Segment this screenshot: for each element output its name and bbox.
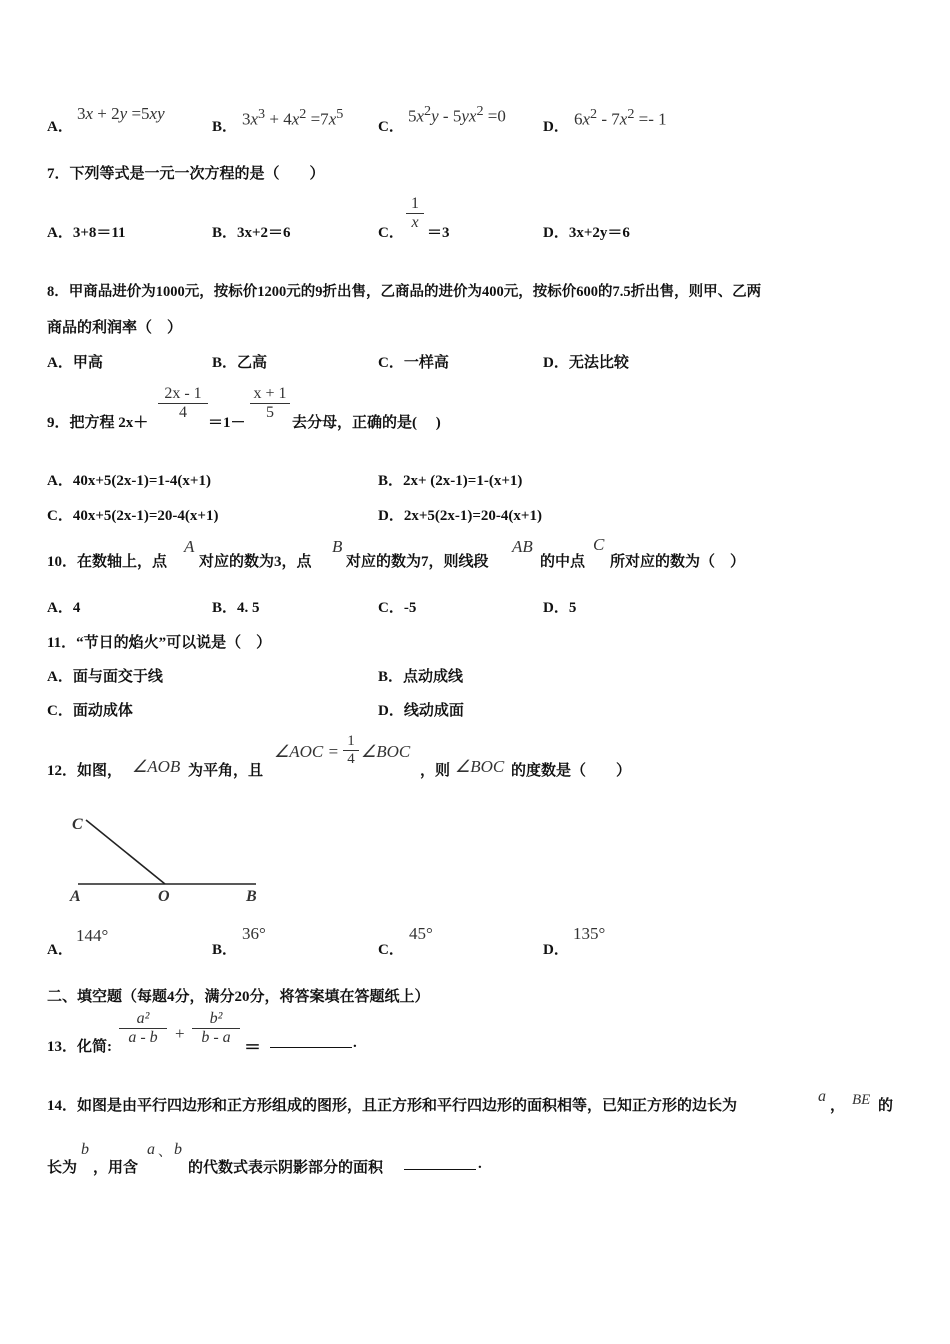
q12-option-b-value: 36° xyxy=(242,924,266,943)
q11-stem: 11．“节日的焰火”可以说是（ ） xyxy=(47,635,272,651)
q9-f1-numerator: 2x - 1 xyxy=(158,385,208,404)
q6-option-d-letter: D． xyxy=(543,119,569,135)
q12-text-1: 12．如图， xyxy=(47,763,123,779)
q14-var-a-2: a xyxy=(147,1141,155,1158)
q13-end: . xyxy=(353,1035,357,1051)
q6-option-c-expr: $5x^2y - 5yx^2 =0$ xyxy=(408,103,506,126)
q13-answer-blank[interactable] xyxy=(270,1033,352,1053)
label-c: C xyxy=(72,816,83,833)
q9-fraction-1 xyxy=(158,385,208,422)
q13-f1-numerator: a² xyxy=(119,1010,167,1029)
q12-angle-figure xyxy=(60,805,280,915)
q10-segment-ab: AB xyxy=(512,537,533,556)
q10-option-c: C．-5 xyxy=(378,600,417,616)
q7-option-c: C． xyxy=(378,225,404,241)
q6-option-a-expr: 3x + 2y =5xy xyxy=(77,104,165,123)
q8-option-c: C．一样高 xyxy=(378,355,449,371)
q10-text-3: 对应的数为7，则线段 xyxy=(346,554,489,570)
q10-option-d: D．5 xyxy=(543,600,577,616)
q12-text-3: ，则 xyxy=(420,763,451,779)
q9-f1-denominator: 4 xyxy=(179,404,187,421)
q7-c-denominator: x xyxy=(411,214,419,231)
q13-f2-numerator: b² xyxy=(192,1010,240,1029)
q7-option-d: D．3x+2y＝6 xyxy=(543,225,630,241)
q12-frac-denominator: 4 xyxy=(347,751,355,767)
q13-f1-denominator: a - b xyxy=(128,1029,158,1046)
q14-comma: ， xyxy=(830,1098,846,1114)
q12-option-a-letter: A． xyxy=(47,942,73,958)
q9-option-b: B．2x+ (2x-1)=1-(x+1) xyxy=(378,473,523,489)
label-b: B xyxy=(246,888,257,905)
q10-text-4: 的中点 xyxy=(540,554,586,570)
q7-option-c-rest: ＝3 xyxy=(427,225,450,241)
q10-point-b: B xyxy=(332,537,343,556)
q11-option-b: B．点动成线 xyxy=(378,669,464,685)
q13-plus: + xyxy=(175,1024,185,1043)
q6-option-a-letter: A． xyxy=(47,119,73,135)
label-a: A xyxy=(70,888,81,905)
q9-prefix: 9．把方程 2x＋ xyxy=(47,415,149,431)
q9-mid: ＝1－ xyxy=(208,415,246,431)
q14-text-2: 的 xyxy=(878,1098,894,1114)
q13-fraction-2 xyxy=(192,1010,240,1047)
q12-angle-aoc: ∠AOC = xyxy=(274,742,339,761)
q8-option-d: D．无法比较 xyxy=(543,355,629,371)
q11-option-a: A．面与面交于线 xyxy=(47,669,163,685)
q14-var-b: b xyxy=(81,1141,89,1158)
q14-var-b-2: b xyxy=(174,1141,182,1158)
q12-option-b-letter: B． xyxy=(212,942,238,958)
q10-option-b: B．4. 5 xyxy=(212,600,260,616)
q10-text-5: 所对应的数为（ ） xyxy=(610,554,746,570)
q8-option-a: A．甲高 xyxy=(47,355,103,371)
q12-text-2: 为平角，且 xyxy=(188,763,264,779)
q14-separator: 、 xyxy=(158,1145,172,1160)
q12-option-d-letter: D． xyxy=(543,942,569,958)
q9-option-a: A．40x+5(2x-1)=1-4(x+1) xyxy=(47,473,211,489)
q13-f2-denominator: b - a xyxy=(201,1029,231,1046)
q14-text-1: 14．如图是由平行四边形和正方形组成的图形，且正方形和平行四边形的面积相等，已知正方形的边长为 xyxy=(47,1098,738,1114)
q14-segment-be: BE xyxy=(852,1092,871,1108)
q8-stem-line2: 商品的利润率（ ） xyxy=(47,320,183,336)
q12-angle-boc: ∠BOC xyxy=(361,742,411,761)
q12-text-4: 的度数是（ ） xyxy=(511,763,632,779)
q12-angle-boc-2: ∠BOC xyxy=(455,757,505,776)
q14-text-5: 的代数式表示阴影部分的面积 xyxy=(188,1160,384,1176)
q6-option-b-expr: $3x^3 + 4x^2 =7x^5$ xyxy=(242,106,344,129)
q9-option-c: C．40x+5(2x-1)=20-4(x+1) xyxy=(47,508,219,524)
q11-option-d: D．线动成面 xyxy=(378,703,464,719)
q12-angle-aob: ∠AOB xyxy=(132,757,181,776)
q9-f2-denominator: 5 xyxy=(266,404,274,421)
q7-c-numerator: 1 xyxy=(406,195,424,214)
q9-suffix: 去分母，正确的是( ) xyxy=(292,415,441,431)
q13-prefix: 13．化简: xyxy=(47,1039,112,1055)
q9-fraction-2 xyxy=(250,385,290,422)
q10-point-c: C xyxy=(593,535,605,554)
section-2-heading: 二、填空题（每题4分，满分20分，将答案填在答题纸上） xyxy=(47,989,430,1005)
q14-end: . xyxy=(478,1156,482,1172)
q9-f2-numerator: x + 1 xyxy=(250,385,290,404)
q6-option-b-letter: B． xyxy=(212,119,238,135)
q10-text-2: 对应的数为3，点 xyxy=(199,554,312,570)
q10-option-a: A．4 xyxy=(47,600,81,616)
q11-option-c: C．面动成体 xyxy=(47,703,133,719)
q12-fraction xyxy=(343,733,359,768)
q7-option-b: B．3x+2＝6 xyxy=(212,225,291,241)
q12-frac-numerator: 1 xyxy=(343,733,359,751)
q6-option-c-letter: C． xyxy=(378,119,404,135)
q7-option-a: A．3+8＝11 xyxy=(47,225,126,241)
q14-var-a: a xyxy=(818,1088,826,1105)
q12-option-c-value: 45° xyxy=(409,924,433,943)
q12-option-d-value: 135° xyxy=(573,924,606,943)
q7-option-c-fraction xyxy=(406,195,424,232)
q7-stem: 7．下列等式是一元一次方程的是（ ） xyxy=(47,166,325,182)
q8-option-b: B．乙高 xyxy=(212,355,268,371)
q10-point-a: A xyxy=(184,537,195,556)
q14-text-3: 长为 xyxy=(47,1160,78,1176)
q8-stem-line1: 8．甲商品进价为1000元，按标价1200元的9折出售，乙商品的进价为400元，按标价600的7.5折出售，则甲、乙两 xyxy=(47,284,762,300)
q14-text-4: ，用含 xyxy=(93,1160,139,1176)
q10-text-1: 10．在数轴上，点 xyxy=(47,554,168,570)
q9-option-d: D．2x+5(2x-1)=20-4(x+1) xyxy=(378,508,542,524)
q12-option-a-value: 144° xyxy=(76,926,109,945)
q6-option-d-expr: $6x^2 - 7x^2 =- 1$ xyxy=(574,106,667,129)
ray-oc xyxy=(86,820,165,884)
q12-option-c-letter: C． xyxy=(378,942,404,958)
q13-equals: ＝ xyxy=(244,1038,261,1057)
q14-answer-blank[interactable] xyxy=(404,1155,476,1175)
label-o: O xyxy=(158,888,170,905)
q13-fraction-1 xyxy=(119,1010,167,1047)
